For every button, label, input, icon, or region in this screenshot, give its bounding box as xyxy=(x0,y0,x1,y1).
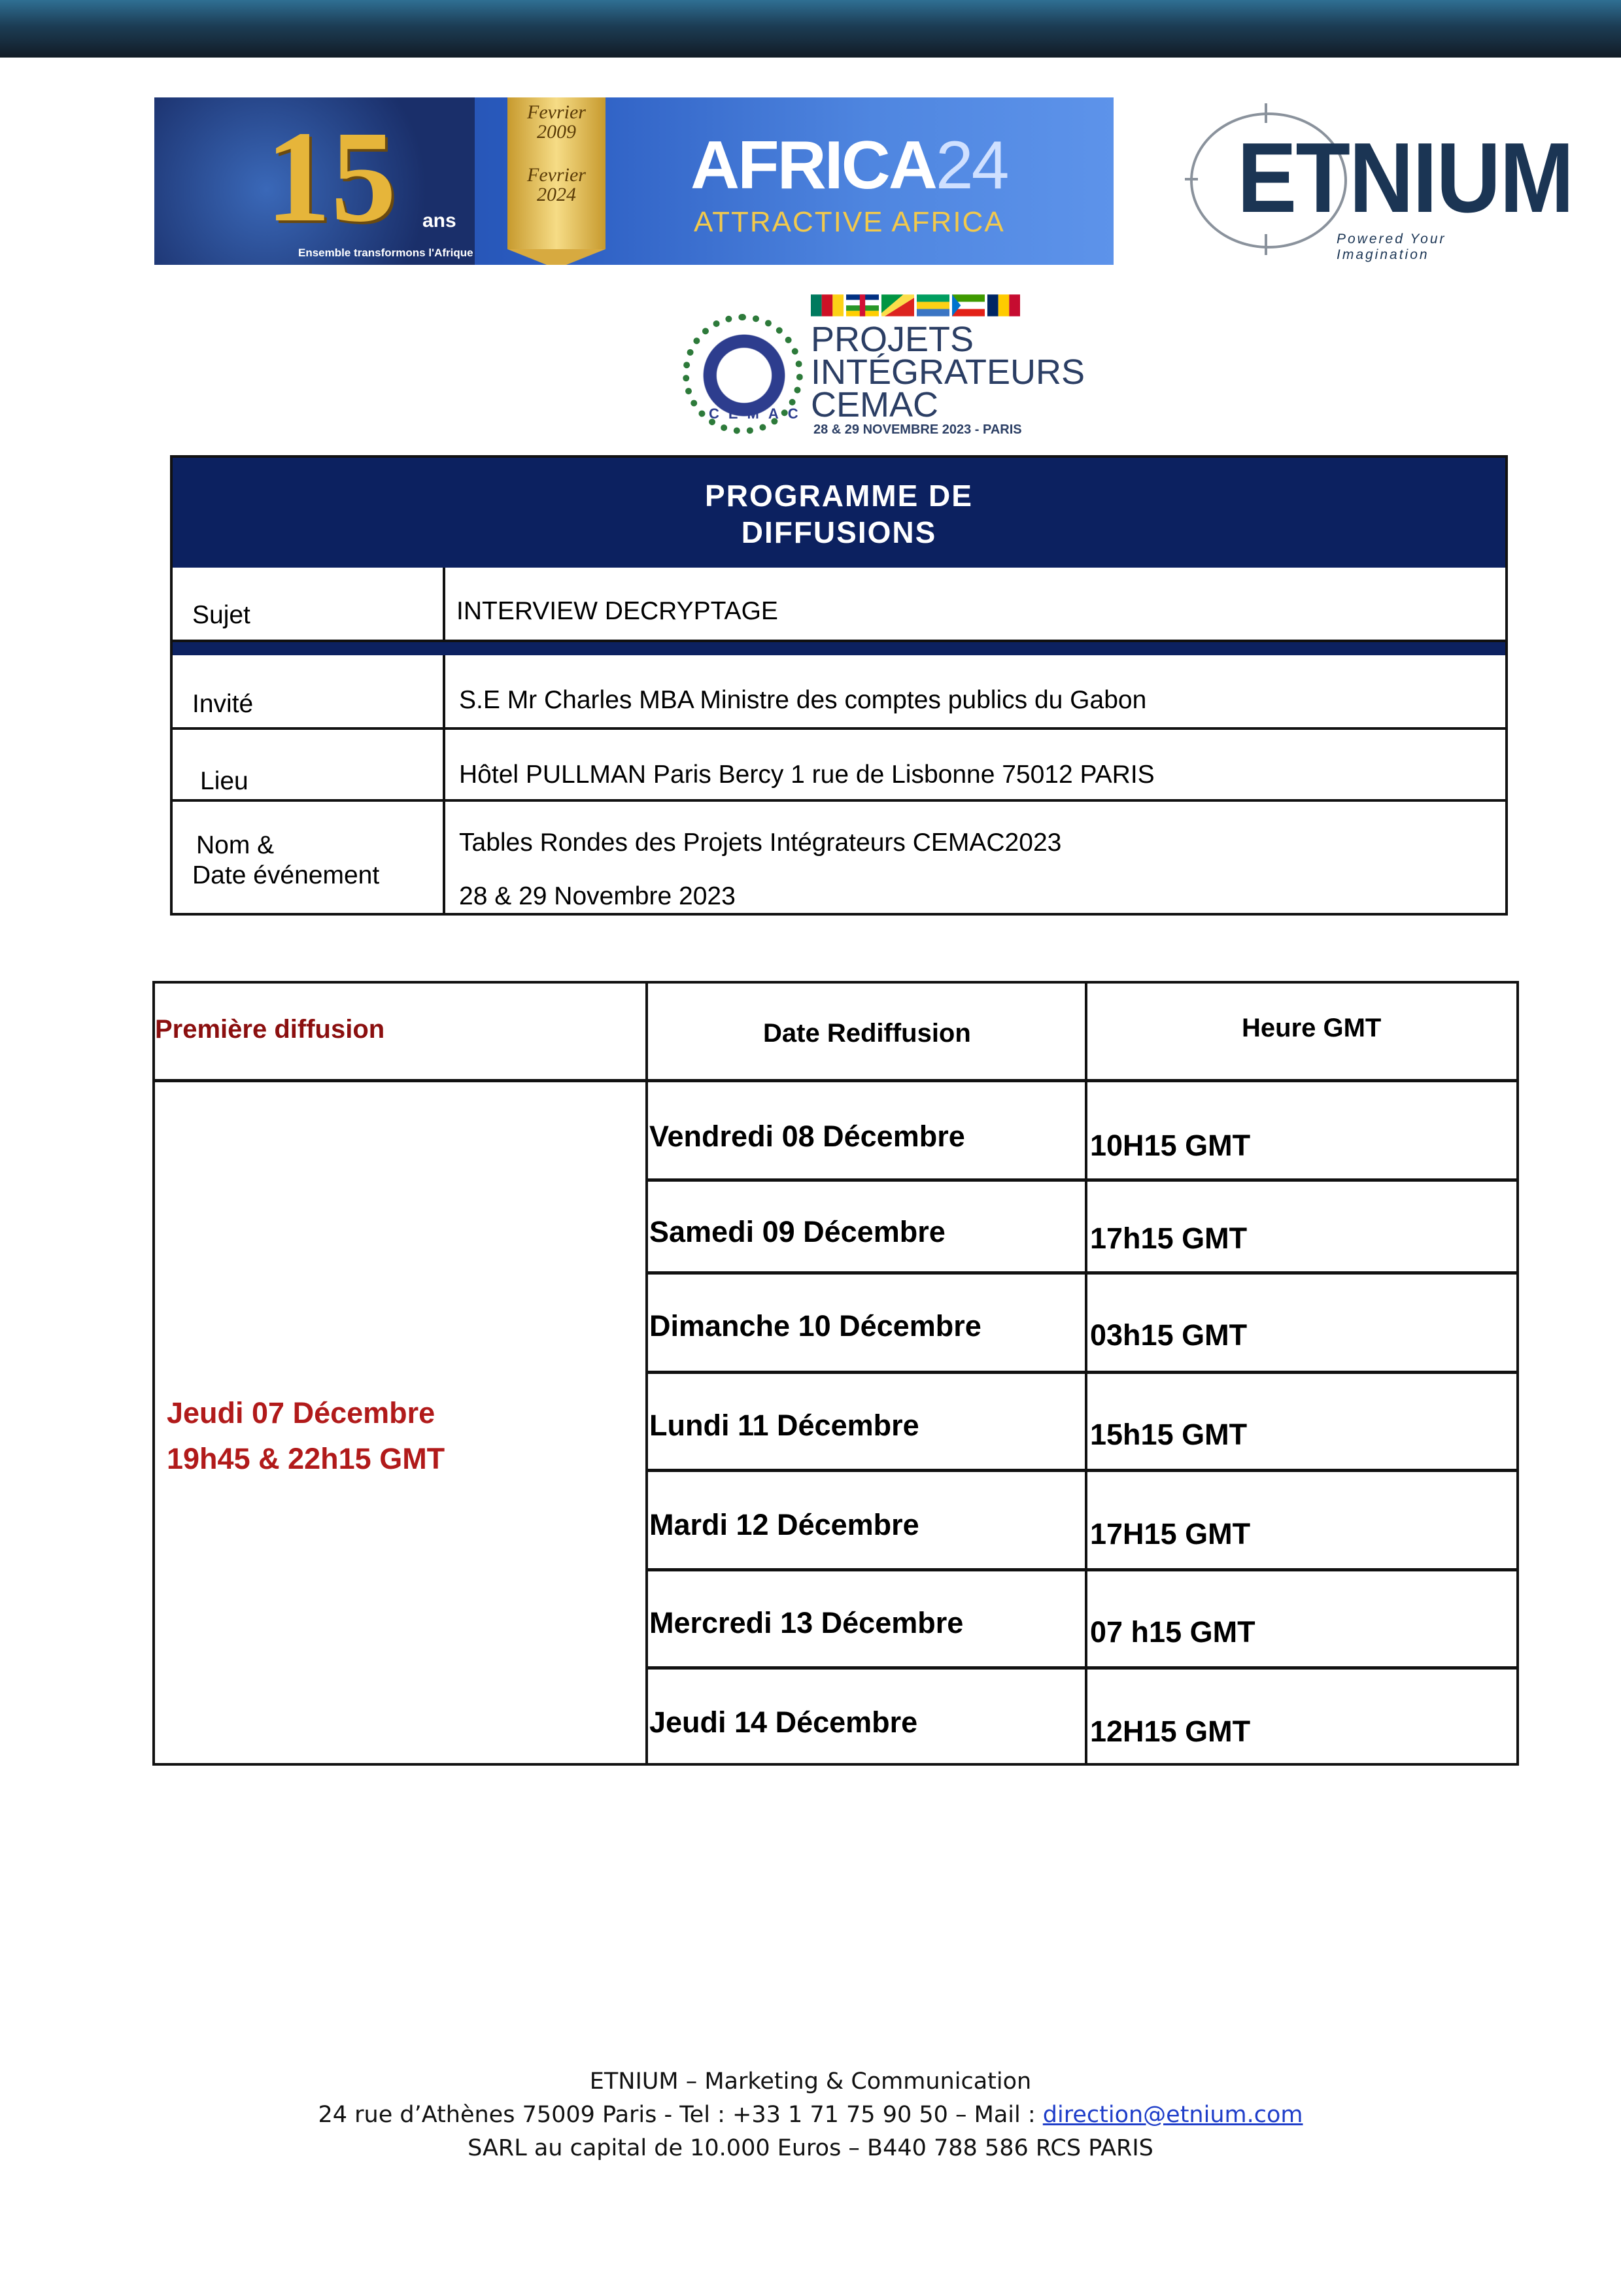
label-date-evenement: Date événement xyxy=(192,861,380,889)
column-divider xyxy=(443,568,445,916)
footer-email-link[interactable]: direction@etnium.com xyxy=(1042,2102,1303,2128)
cameroon-flag-icon xyxy=(811,293,844,318)
first-broadcast-date: Jeudi 07 Décembre xyxy=(167,1396,435,1430)
ribbon-month-2: Fevrier xyxy=(527,164,586,186)
cemac-logo xyxy=(689,293,1088,442)
congo-flag-icon xyxy=(881,293,914,318)
equatorial-guinea-flag-icon xyxy=(952,293,985,318)
cemac-seal-icon xyxy=(689,320,808,430)
value-invite: S.E Mr Charles MBA Ministre des comptes publics du Gabon xyxy=(459,686,1147,714)
broadcast-schedule-table xyxy=(152,981,1519,1766)
first-broadcast-info xyxy=(167,1390,445,1482)
value-event-date: 28 & 29 Novembre 2023 xyxy=(459,882,736,910)
row-separator xyxy=(173,727,1505,730)
label-sujet: Sujet xyxy=(192,601,250,629)
program-title xyxy=(173,458,1505,568)
row-separator xyxy=(645,1271,1516,1275)
program-title-line-1: PROGRAMME DE xyxy=(705,479,973,513)
rebroadcast-time: 07 h15 GMT xyxy=(1090,1615,1255,1649)
header-separator xyxy=(155,1079,1516,1082)
header-first-broadcast: Première diffusion xyxy=(155,1015,385,1044)
label-nom: Nom & xyxy=(196,831,275,859)
footer-address: 24 rue d’Athènes 75009 Paris - Tel : +33 1 71 75 90 50 – Mail : xyxy=(318,2102,1043,2128)
ribbon-year-2: 2024 xyxy=(537,184,576,205)
brand-name: AFRICA xyxy=(691,128,936,203)
page-footer xyxy=(0,2065,1621,2165)
seal-text: CEMAC xyxy=(709,405,808,422)
value-sujet: INTERVIEW DECRYPTAGE xyxy=(456,597,778,625)
cemac-line-3: CEMAC xyxy=(811,385,939,424)
rebroadcast-date: Dimanche 10 Décembre xyxy=(649,1309,981,1343)
program-info-table xyxy=(170,455,1508,916)
program-title-line-2: DIFFUSIONS xyxy=(741,515,937,549)
rebroadcast-time: 10H15 GMT xyxy=(1090,1129,1251,1162)
cemac-line-1: PROJETS xyxy=(811,320,974,359)
header-gmt-time: Heure GMT xyxy=(1242,1014,1382,1042)
africa24-logo xyxy=(691,128,1008,203)
ribbon-month-1: Fevrier xyxy=(527,101,586,123)
row-separator xyxy=(645,1469,1516,1472)
row-separator xyxy=(645,1568,1516,1571)
rebroadcast-time: 03h15 GMT xyxy=(1090,1318,1248,1352)
label-lieu: Lieu xyxy=(200,767,248,795)
gabon-flag-icon xyxy=(917,293,949,318)
row-separator xyxy=(173,640,1505,655)
rebroadcast-time: 12H15 GMT xyxy=(1090,1715,1251,1748)
rebroadcast-time: 15h15 GMT xyxy=(1090,1418,1248,1451)
rebroadcast-date: Samedi 09 Décembre xyxy=(649,1215,946,1248)
value-lieu: Hôtel PULLMAN Paris Bercy 1 rue de Lisbonne 75012 PARIS xyxy=(459,761,1155,789)
cemac-line-2: INTÉGRATEURS xyxy=(811,352,1085,392)
top-header-bar xyxy=(0,0,1621,58)
banner-tagline: Ensemble transformons l'Afrique xyxy=(298,247,473,259)
etnium-logo xyxy=(1185,103,1573,262)
rebroadcast-date: Mardi 12 Décembre xyxy=(649,1508,919,1541)
rebroadcast-date: Vendredi 08 Décembre xyxy=(649,1120,965,1153)
anniversary-badge xyxy=(154,97,475,265)
anniversary-unit: ans xyxy=(422,210,456,231)
rebroadcast-time: 17H15 GMT xyxy=(1090,1517,1251,1551)
rebroadcast-time: 17h15 GMT xyxy=(1090,1222,1248,1255)
rebroadcast-date: Jeudi 14 Décembre xyxy=(649,1705,918,1739)
anniversary-number: 15 xyxy=(265,105,396,249)
gold-ribbon xyxy=(507,97,606,249)
etnium-subtitle: Powered Your Imagination xyxy=(1337,231,1446,262)
header-rebroadcast-date: Date Rediffusion xyxy=(763,1019,971,1048)
banner-slogan: ATTRACTIVE AFRICA xyxy=(694,206,1005,238)
brand-number: 24 xyxy=(935,128,1008,203)
label-invite: Invité xyxy=(192,690,254,718)
value-event-name: Tables Rondes des Projets Intégrateurs CEMAC2023 xyxy=(459,829,1062,857)
etnium-wordmark: ETNIUM xyxy=(1237,122,1573,233)
africa24-banner xyxy=(154,97,1114,265)
rebroadcast-date: Mercredi 13 Décembre xyxy=(649,1606,964,1639)
row-separator xyxy=(645,1371,1516,1374)
rebroadcast-date: Lundi 11 Décembre xyxy=(649,1409,919,1442)
chad-flag-icon xyxy=(987,293,1020,318)
first-broadcast-time: 19h45 & 22h15 GMT xyxy=(167,1442,445,1475)
row-separator xyxy=(645,1178,1516,1182)
member-flags xyxy=(811,293,1023,318)
footer-legal: SARL au capital de 10.000 Euros – B440 788 586 RCS PARIS xyxy=(468,2135,1153,2161)
ribbon-year-1: 2009 xyxy=(537,121,576,143)
footer-company: ETNIUM – Marketing & Communication xyxy=(589,2068,1032,2095)
cemac-date: 28 & 29 NOVEMBRE 2023 - PARIS xyxy=(813,422,1022,437)
footer-contact xyxy=(0,2099,1621,2132)
row-separator xyxy=(645,1666,1516,1670)
row-separator xyxy=(173,799,1505,802)
central-african-republic-flag-icon xyxy=(846,293,879,318)
